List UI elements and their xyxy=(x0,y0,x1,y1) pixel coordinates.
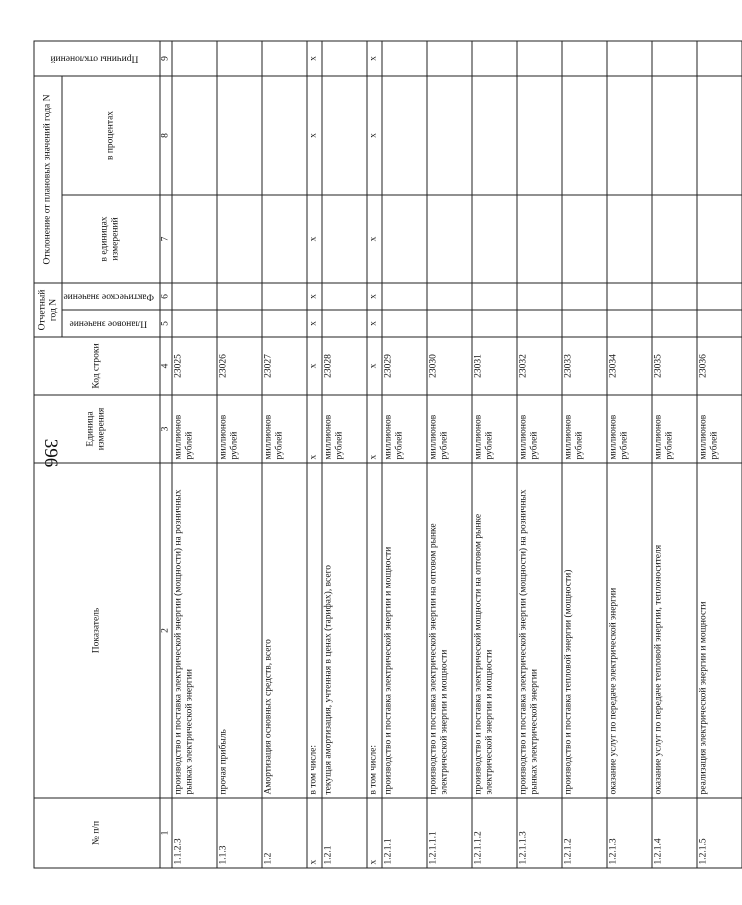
row-fact[interactable] xyxy=(697,283,742,310)
row-dev-pct[interactable] xyxy=(322,76,367,195)
row-unit: миллионов рублей xyxy=(652,395,697,463)
header-report-year: Отчетный год N xyxy=(34,283,62,337)
header-num: № п/п xyxy=(34,798,160,868)
row-unit: миллионов рублей xyxy=(172,395,217,463)
row-plan[interactable] xyxy=(562,310,607,337)
row-code: 23030 xyxy=(427,337,472,395)
row-plan: x xyxy=(307,310,322,337)
table-row xyxy=(382,41,427,868)
row-num: 1.2.1.1.3 xyxy=(517,798,562,868)
row-code: 23025 xyxy=(172,337,217,395)
row-code: 23031 xyxy=(472,337,517,395)
row-dev-units[interactable] xyxy=(382,195,427,283)
row-dev-units[interactable] xyxy=(322,195,367,283)
row-dev-pct[interactable] xyxy=(562,76,607,195)
row-code: x xyxy=(367,337,382,395)
row-dev-units: x xyxy=(367,195,382,283)
row-num: 1.2.1.4 xyxy=(652,798,697,868)
row-num: 1.2.1 xyxy=(322,798,367,868)
row-name: в том числе: xyxy=(367,463,382,798)
row-dev-pct[interactable] xyxy=(607,76,652,195)
row-code: 23035 xyxy=(652,337,697,395)
row-code: 23028 xyxy=(322,337,367,395)
row-num: 1.2.1.3 xyxy=(607,798,652,868)
table-row xyxy=(427,41,472,868)
row-plan[interactable] xyxy=(652,310,697,337)
row-fact[interactable] xyxy=(607,283,652,310)
table-row xyxy=(697,41,742,868)
row-name: реализация электрической энергии и мощности xyxy=(697,463,742,798)
row-fact[interactable] xyxy=(217,283,262,310)
row-plan[interactable] xyxy=(427,310,472,337)
row-plan[interactable] xyxy=(472,310,517,337)
row-num: 1.2 xyxy=(262,798,307,868)
column-number: 8 xyxy=(160,76,172,195)
table-row xyxy=(322,41,367,868)
row-name: производство и поставка электрической энергии на оптовом рынке электрической энергии и мощности xyxy=(427,463,472,798)
table-row xyxy=(472,41,517,868)
table-row xyxy=(367,41,382,868)
row-unit: миллионов рублей xyxy=(382,395,427,463)
row-reasons[interactable] xyxy=(517,41,562,76)
table-row xyxy=(562,41,607,868)
column-number: 4 xyxy=(160,337,172,395)
row-fact[interactable] xyxy=(562,283,607,310)
row-num: 1.1.3 xyxy=(217,798,262,868)
row-reasons[interactable] xyxy=(217,41,262,76)
row-num: 1.2.1.2 xyxy=(562,798,607,868)
row-dev-pct[interactable] xyxy=(472,76,517,195)
row-plan[interactable] xyxy=(517,310,562,337)
row-reasons[interactable] xyxy=(472,41,517,76)
row-unit: миллионов рублей xyxy=(517,395,562,463)
header-planned xyxy=(62,310,160,337)
row-dev-pct[interactable] xyxy=(652,76,697,195)
row-unit: миллионов рублей xyxy=(697,395,742,463)
column-number: 7 xyxy=(160,195,172,283)
row-unit: миллионов рублей xyxy=(472,395,517,463)
table-row xyxy=(607,41,652,868)
report-table xyxy=(34,40,742,868)
column-number: 6 xyxy=(160,283,172,310)
table-row xyxy=(307,41,322,868)
row-dev-units[interactable] xyxy=(472,195,517,283)
table-row xyxy=(517,41,562,868)
row-reasons[interactable] xyxy=(262,41,307,76)
row-dev-units: x xyxy=(307,195,322,283)
column-number: 2 xyxy=(160,463,172,798)
row-fact[interactable] xyxy=(517,283,562,310)
row-dev-pct[interactable] xyxy=(262,76,307,195)
column-number: 9 xyxy=(160,41,172,76)
row-code: 23032 xyxy=(517,337,562,395)
row-reasons[interactable] xyxy=(322,41,367,76)
table-row xyxy=(262,41,307,868)
row-dev-units[interactable] xyxy=(562,195,607,283)
row-num: 1.2.1.5 xyxy=(697,798,742,868)
row-dev-pct[interactable] xyxy=(172,76,217,195)
row-plan[interactable] xyxy=(172,310,217,337)
row-dev-units[interactable] xyxy=(607,195,652,283)
page-number: 396 xyxy=(40,438,61,468)
header-deviation: Отклонение от плановых значений года N xyxy=(34,76,62,283)
table-row xyxy=(172,41,217,868)
header-indicator: Показатель xyxy=(34,463,160,798)
row-reasons[interactable] xyxy=(652,41,697,76)
row-name: в том числе: xyxy=(307,463,322,798)
row-unit: x xyxy=(307,395,322,463)
table-row xyxy=(652,41,697,868)
row-dev-units[interactable] xyxy=(517,195,562,283)
row-name: текущая амортизация, учтенная в ценах (тарифах), всего xyxy=(322,463,367,798)
row-code: 23027 xyxy=(262,337,307,395)
row-unit: x xyxy=(367,395,382,463)
table-body xyxy=(160,41,742,868)
row-num: 1.1.2.3 xyxy=(172,798,217,868)
row-code: 23036 xyxy=(697,337,742,395)
row-name: производство и поставка электрической энергии и мощности xyxy=(382,463,427,798)
row-num: x xyxy=(307,798,322,868)
row-num: 1.2.1.1.1 xyxy=(427,798,472,868)
header-code: Код строки xyxy=(34,337,160,395)
row-reasons[interactable] xyxy=(427,41,472,76)
header-actual-text: Фактическое значение xyxy=(63,292,155,302)
row-reasons[interactable] xyxy=(697,41,742,76)
row-plan[interactable] xyxy=(697,310,742,337)
row-dev-units[interactable] xyxy=(697,195,742,283)
row-reasons[interactable] xyxy=(607,41,652,76)
row-code: 23029 xyxy=(382,337,427,395)
header-actual xyxy=(62,283,160,310)
row-code: 23026 xyxy=(217,337,262,395)
row-plan[interactable] xyxy=(382,310,427,337)
row-dev-units[interactable] xyxy=(427,195,472,283)
row-unit: миллионов рублей xyxy=(427,395,472,463)
row-name: Амортизация основных средств, всего xyxy=(262,463,307,798)
table-row xyxy=(217,41,262,868)
row-reasons[interactable] xyxy=(172,41,217,76)
header-dev-percent: в процентах xyxy=(62,76,160,195)
row-fact: x xyxy=(307,283,322,310)
row-dev-pct[interactable] xyxy=(382,76,427,195)
row-reasons[interactable] xyxy=(562,41,607,76)
row-unit: миллионов рублей xyxy=(322,395,367,463)
document-sheet xyxy=(34,42,720,869)
header-reasons xyxy=(34,41,160,76)
column-number: 3 xyxy=(160,395,172,463)
header-dev-units: в единицах измерений xyxy=(62,195,160,283)
row-code: x xyxy=(307,337,322,395)
row-unit: миллионов рублей xyxy=(562,395,607,463)
row-fact[interactable] xyxy=(652,283,697,310)
row-name: производство и поставка тепловой энергии (мощности) xyxy=(562,463,607,798)
row-num: 1.2.1.1.2 xyxy=(472,798,517,868)
row-name: производство и поставка электрической энергии (мощности) на розничных рынках электрической энергии xyxy=(517,463,562,798)
row-plan[interactable] xyxy=(262,310,307,337)
row-reasons[interactable] xyxy=(382,41,427,76)
row-plan: x xyxy=(367,310,382,337)
row-fact[interactable] xyxy=(382,283,427,310)
row-dev-pct[interactable] xyxy=(697,76,742,195)
column-number-row xyxy=(160,41,172,868)
row-code: 23034 xyxy=(607,337,652,395)
row-fact: x xyxy=(367,283,382,310)
row-fact[interactable] xyxy=(262,283,307,310)
row-dev-units[interactable] xyxy=(262,195,307,283)
header-reasons-text: Причины отклонений xyxy=(50,53,139,64)
row-code: 23033 xyxy=(562,337,607,395)
column-number: 5 xyxy=(160,310,172,337)
row-reasons: x xyxy=(307,41,322,76)
row-reasons: x xyxy=(367,41,382,76)
row-dev-pct[interactable] xyxy=(217,76,262,195)
row-fact[interactable] xyxy=(472,283,517,310)
row-fact[interactable] xyxy=(172,283,217,310)
header-planned-text: Плановое значение xyxy=(69,319,148,329)
row-unit: миллионов рублей xyxy=(607,395,652,463)
row-dev-units[interactable] xyxy=(652,195,697,283)
row-name: оказание услуг по передаче тепловой энергии, теплоносителя xyxy=(652,463,697,798)
row-fact[interactable] xyxy=(427,283,472,310)
row-dev-pct: x xyxy=(307,76,322,195)
row-dev-units[interactable] xyxy=(217,195,262,283)
row-name: оказание услуг по передаче электрической энергии xyxy=(607,463,652,798)
row-dev-pct: x xyxy=(367,76,382,195)
row-name: производство и поставка электрической энергии (мощности) на розничных рынках электрической энергии xyxy=(172,463,217,798)
row-dev-pct[interactable] xyxy=(427,76,472,195)
row-plan[interactable] xyxy=(607,310,652,337)
column-number: 1 xyxy=(160,798,172,868)
row-name: прочая прибыль xyxy=(217,463,262,798)
row-plan[interactable] xyxy=(217,310,262,337)
row-num: 1.2.1.1 xyxy=(382,798,427,868)
row-unit: миллионов рублей xyxy=(262,395,307,463)
row-unit: миллионов рублей xyxy=(217,395,262,463)
row-fact[interactable] xyxy=(322,283,367,310)
row-name: производство и поставка электрической мощности на оптовом рынке электрической энергии и мощности xyxy=(472,463,517,798)
header-unit: Единица измерения xyxy=(34,395,160,463)
row-plan[interactable] xyxy=(322,310,367,337)
row-dev-units[interactable] xyxy=(172,195,217,283)
row-num: x xyxy=(367,798,382,868)
row-dev-pct[interactable] xyxy=(517,76,562,195)
